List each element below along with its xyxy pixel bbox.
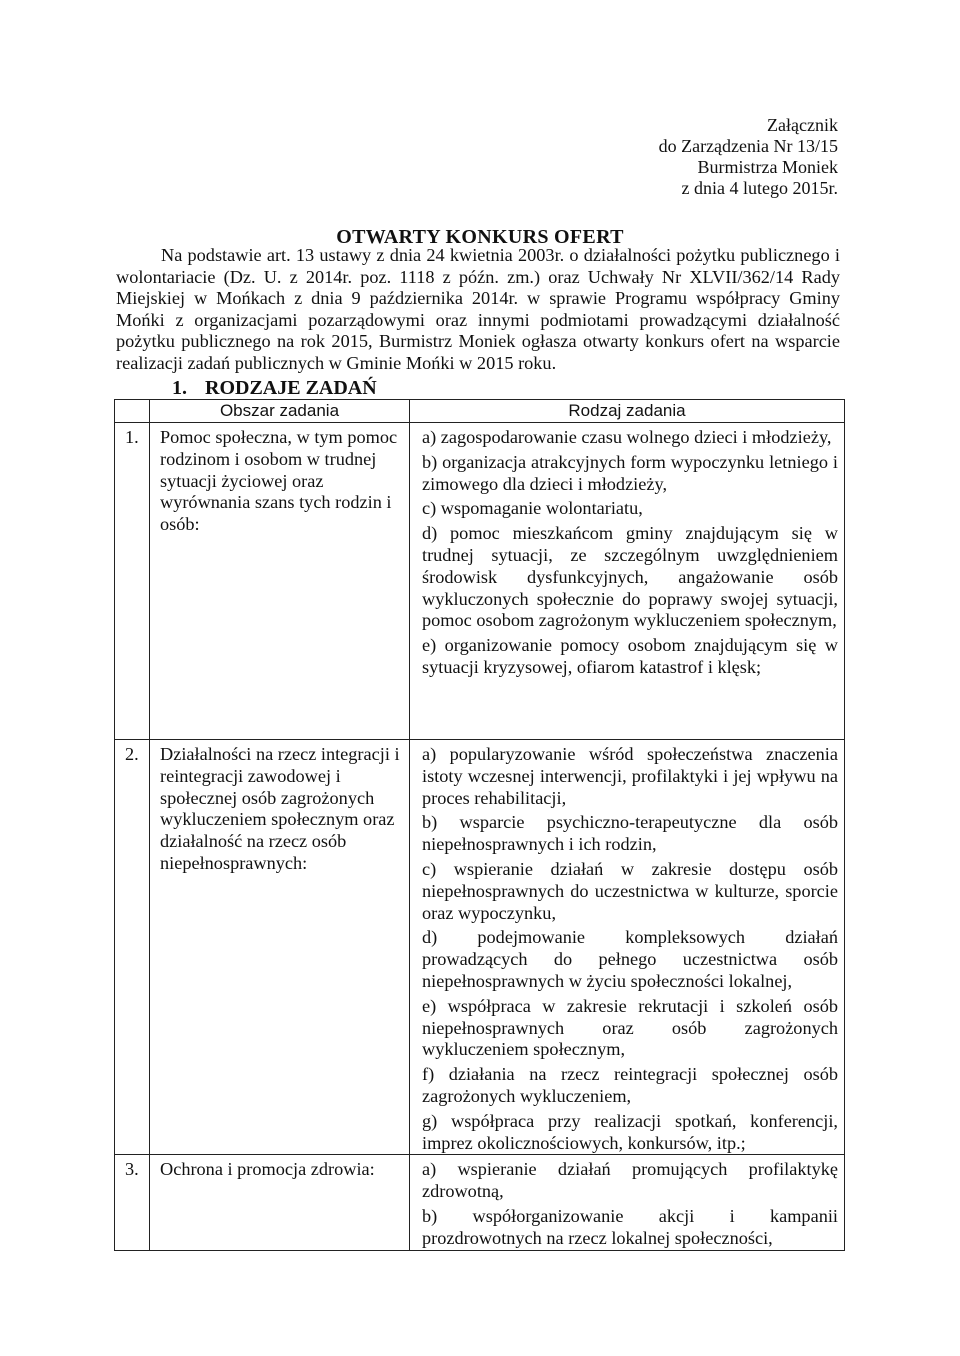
annex-line-2: do Zarządzenia Nr 13/15 [658,136,838,156]
header-lp [115,400,150,423]
task-area: Ochrona i promocja zdrowia: [150,1155,410,1250]
task-item: d) podejmowanie kompleksowych działań prowadzących do pełnego uczestnictwa osób niepełnosprawnych w życiu społeczności lokalnej, [422,927,838,991]
intro-paragraph: Na podstawie art. 13 ustawy z dnia 24 kwietnia 2003r. o działalności pożytku publicznego i wolontariacie (Dz. U. z 2014r. poz. 1118 z późn. zm.) oraz Uchwały Nr XLVII/362/14 Rady Miejskiej w Mońkach z dnia 9 października 2014r. w sprawie Programu współpracy Gminy Mońki z organizacjami pozarządowymi oraz innymi podmiotami prowadzącymi działalność pożytku publicznego na rok 2015, Burmistrz Moniek ogłasza otwarty konkurs ofert na wsparcie realizacji zadań publicznych w Gminie Mońki w 2015 roku. [116,245,840,373]
task-kinds [410,740,845,1155]
section-heading [172,377,377,400]
task-area: Działalności na rzecz integracji i reintegracji zawodowej i społecznej osób zagrożonych wykluczeniem społecznym oraz działalność na rzecz osób niepełnosprawnych: [150,740,410,1155]
table-row [115,1155,845,1250]
task-item: b) organizacja atrakcyjnych form wypoczynku letniego i zimowego dla dzieci i młodzieży, [422,451,838,494]
task-item: a) popularyzowanie wśród społeczeństwa znaczenia istoty wczesnej interwencji, profilaktyki i jej wpływu na proces rehabilitacji, [422,744,838,808]
task-item: b) wsparcie psychiczno-terapeutyczne dla osób niepełnosprawnych i ich rodzin, [422,812,838,855]
task-item: f) działania na rzecz reintegracji społecznej osób zagrożonych wykluczeniem, [422,1064,838,1106]
task-item: c) wspomaganie wolontariatu, [422,498,643,519]
task-area: Pomoc społeczna, w tym pomoc rodzinom i osobom w trudnej sytuacji życiowej oraz wyrównania szans tych rodzin i osób: [150,423,410,740]
annex-line-1: Załącznik [767,115,838,135]
task-item: d) pomoc mieszkańcom gminy znajdującym się w trudnej sytuacji, ze szczególnym uwzględnieniem środowisk dysfunkcyjnych, angażowanie osób wykluczonych społecznie do poprawy swojej sytuacji, pomoc osobom zagrożonym wykluczeniem społecznym, [422,523,838,631]
task-item: a) zagospodarowanie czasu wolnego dzieci i młodzieży, [422,427,832,447]
row-number: 1. [115,423,150,740]
section-number: 1. [172,377,187,399]
annex-header [659,115,838,199]
task-item: e) organizowanie pomocy osobom znajdującym się w sytuacji kryzysowej, ofiarom katastrof i klęsk; [422,635,838,677]
tasks-table [114,399,845,1251]
table-header-row [115,400,845,423]
task-item: c) wspieranie działań w zakresie dostępu osób niepełnosprawnych do uczestnictwa w kulturze, sporcie oraz wypoczynku, [422,858,838,923]
header-kind: Rodzaj zadania [410,400,845,423]
task-item: b) współorganizowanie akcji i kampanii prozdrowotnych na rzecz lokalnej społeczności, [422,1205,838,1248]
table-row [115,423,845,740]
task-item: g) współpraca przy realizacji spotkań, konferencji, imprez okolicznościowych, konkursów, itp.; [422,1110,838,1153]
task-item: a) wspieranie działań promujących profilaktykę zdrowotną, [422,1159,838,1202]
task-kinds [410,1155,845,1250]
header-area: Obszar zadania [150,400,410,423]
table-row [115,740,845,1155]
annex-line-4: z dnia 4 lutego 2015r. [681,178,838,198]
task-item: e) współpraca w zakresie rekrutacji i szkoleń osób niepełnosprawnych oraz osób zagrożonych wykluczeniem społecznym, [422,995,838,1060]
document-title: OTWARTY KONKURS OFERT [336,226,624,248]
row-number: 2. [115,740,150,1155]
section-title: RODZAJE ZADAŃ [205,377,377,399]
task-kinds [410,423,845,740]
annex-line-3: Burmistrza Moniek [697,157,838,177]
row-number: 3. [115,1155,150,1250]
